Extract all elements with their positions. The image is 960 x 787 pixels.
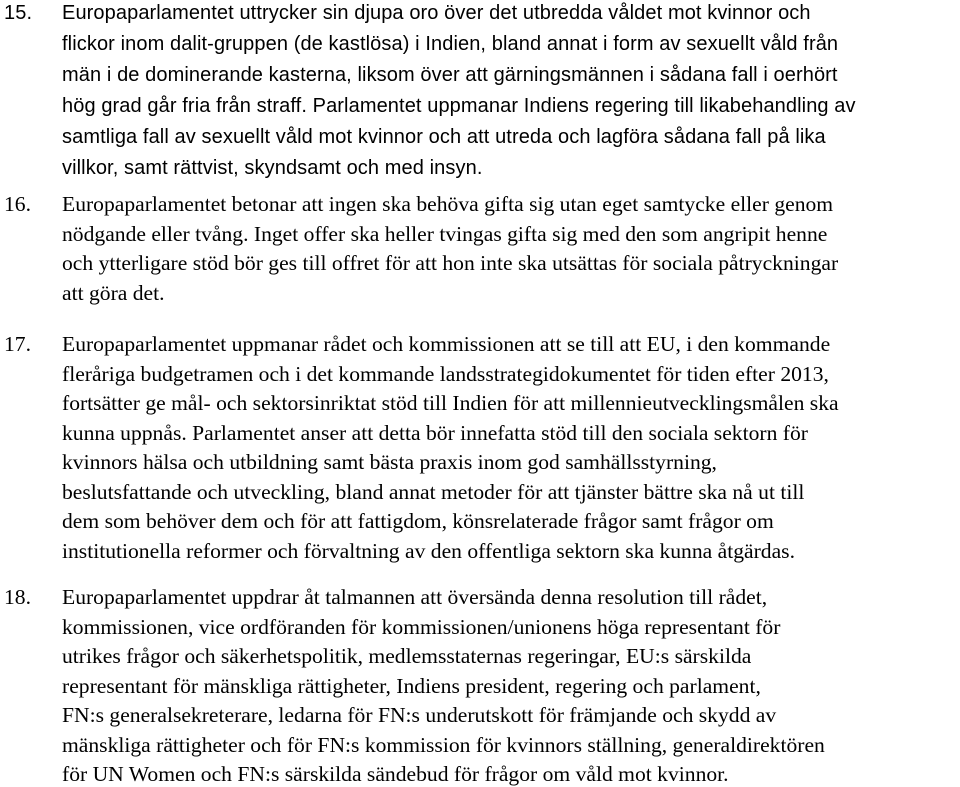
text-line: hög grad går fria från straff. Parlamentet uppmanar Indiens regering till likabehandling av (62, 95, 856, 117)
text-line: samtliga fall av sexuellt våld mot kvinnor och att utreda och lagföra sådana fall på lika (62, 126, 826, 148)
text-line: institutionella reformer och förvaltning av den offentliga sektorn ska kunna åtgärdas. (62, 538, 795, 563)
text-line: beslutsfattande och utveckling, bland annat metoder för att tjänster bättre ska nå ut till (62, 479, 805, 504)
text-line: att göra det. (62, 280, 165, 305)
text-line: Europaparlamentet uttrycker sin djupa oro över det utbredda våldet mot kvinnor och (62, 2, 811, 24)
text-line: mänskliga rättigheter och för FN:s kommission för kvinnors ställning, generaldirektören (62, 732, 825, 757)
paragraph-number: 16. (4, 192, 31, 216)
text-line: kunna uppnås. Parlamentet anser att detta bör innefatta stöd till den sociala sektorn för (62, 420, 808, 445)
text-line: utrikes frågor och säkerhetspolitik, medlemsstaternas regeringar, EU:s särskilda (62, 644, 752, 668)
text-line: nödgande eller tvång. Inget offer ska heller tvingas gifta sig med den som angripit henne (62, 221, 828, 246)
text-line: kommissionen, vice ordföranden för kommissionen/unionens höga representant för (62, 614, 781, 639)
text-line: fleråriga budgetramen och i det kommande landsstrategidokumentet för tiden efter 2013, (62, 361, 829, 386)
text-line: fortsätter ge mål- och sektorsinriktat stöd till Indien för att millennieutvecklingsmålen ska (62, 391, 839, 415)
text-line: representant för mänskliga rättigheter, Indiens president, regering och parlament, (62, 673, 761, 698)
text-line: dem som behöver dem och för att fattigdom, könsrelaterade frågor samt frågor om (62, 509, 774, 533)
text-line: Europaparlamentet uppdrar åt talmannen att översända denna resolution till rådet, (62, 585, 768, 609)
paragraph-number: 18. (4, 585, 31, 609)
text-line: kvinnors hälsa och utbildning samt bästa praxis inom god samhällsstyrning, (62, 450, 717, 474)
text-line: villkor, samt rättvist, skyndsamt och med insyn. (62, 157, 483, 179)
text-line: Europaparlamentet betonar att ingen ska behöva gifta sig utan eget samtycke eller genom (62, 192, 834, 216)
text-line: och ytterligare stöd bör ges till offret för att hon inte ska utsättas för sociala påtryckningar (62, 251, 839, 275)
text-line: FN:s generalsekreterare, ledarna för FN:s underutskott för främjande och skydd av (62, 703, 777, 727)
text-line: Europaparlamentet uppmanar rådet och kommissionen att se till att EU, i den kommande (62, 332, 831, 356)
text-line: flickor inom dalit-gruppen (de kastlösa) i Indien, bland annat i form av sexuellt våld från (62, 33, 839, 55)
paragraph-number: 17. (4, 332, 31, 356)
paragraph-number: 15. (4, 2, 33, 24)
text-line: för UN Women och FN:s särskilda sändebud för frågor om våld mot kvinnor. (62, 762, 729, 786)
text-line: män i de dominerande kasterna, liksom över att gärningsmännen i sådana fall i oerhört (62, 64, 838, 86)
